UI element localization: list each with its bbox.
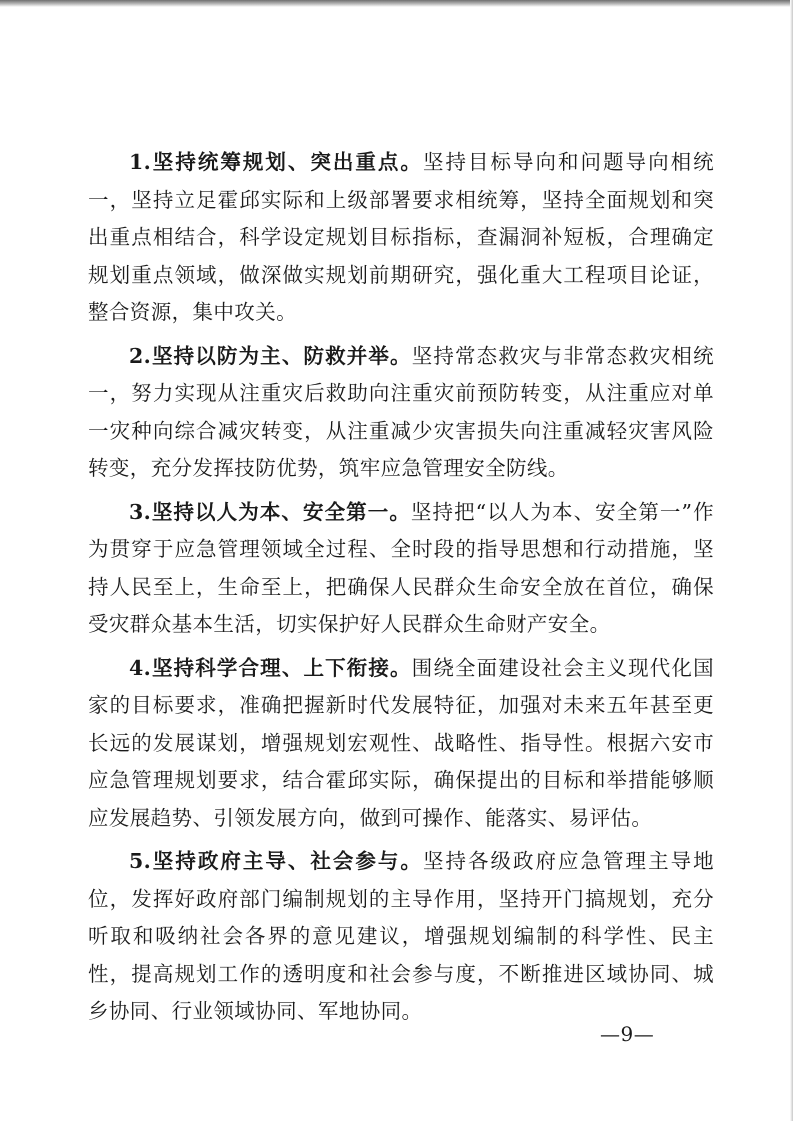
principle-paragraph-4 <box>88 650 714 838</box>
principle-paragraph-5 <box>88 843 714 1031</box>
principle-text-3: 坚持把“以人为本、安全第一”作为贯穿于应急管理领域全过程、全时段的指导思想和行动措施，坚持人民至上，生命至上，把确保人民群众生命安全放在首位，确保受灾群众基本生活，切实保护好人民群众生命财产安全。 <box>88 499 714 636</box>
principle-heading-3: 3.坚持以人为本、安全第一。 <box>129 499 411 524</box>
principle-paragraph-1 <box>88 144 714 332</box>
principle-paragraph-2 <box>88 338 714 488</box>
principle-text-4: 围绕全面建设社会主义现代化国家的目标要求，准确把握新时代发展特征，加强对未来五年甚至更长远的发展谋划，增强规划宏观性、战略性、指导性。根据六安市应急管理规划要求，结合霍邱实际，确保提出的目标和举措能够顺应发展趋势、引领发展方向，做到可操作、能落实、易评估。 <box>88 655 714 830</box>
principle-paragraph-3 <box>88 494 714 644</box>
principle-text-5: 坚持各级政府应急管理主导地位，发挥好政府部门编制规划的主导作用，坚持开门搞规划，充分听取和吸纳社会各界的意见建议，增强规划编制的科学性、民主性，提高规划工作的透明度和社会参与度，不断推进区域协同、城乡协同、行业领域协同、军地协同。 <box>88 849 714 1023</box>
principle-text-2: 坚持常态救灾与非常态救灾相统一，努力实现从注重灾后救助向注重灾前预防转变，从注重应对单一灾种向综合减灾转变，从注重减少灾害损失向注重减轻灾害风险转变，充分发挥技防优势，筑牢应急管理安全防线。 <box>88 343 714 480</box>
principle-heading-2: 2.坚持以防为主、防救并举。 <box>129 343 412 368</box>
document-body <box>88 144 714 1037</box>
principle-heading-1: 1.坚持统筹规划、突出重点。 <box>129 150 423 174</box>
scan-edge-top <box>0 0 793 7</box>
principle-text-1: 坚持目标导向和问题导向相统一，坚持立足霍邱实际和上级部署要求相统筹，坚持全面规划和突出重点相结合，科学设定规划目标指标，查漏洞补短板，合理确定规划重点领域，做深做实规划前期研究，强化重大工程项目论证，整合资源，集中攻关。 <box>88 150 714 324</box>
page-number: —9— <box>600 1022 655 1046</box>
principle-heading-5: 5.坚持政府主导、社会参与。 <box>129 849 423 873</box>
principle-heading-4: 4.坚持科学合理、上下衔接。 <box>129 655 412 680</box>
